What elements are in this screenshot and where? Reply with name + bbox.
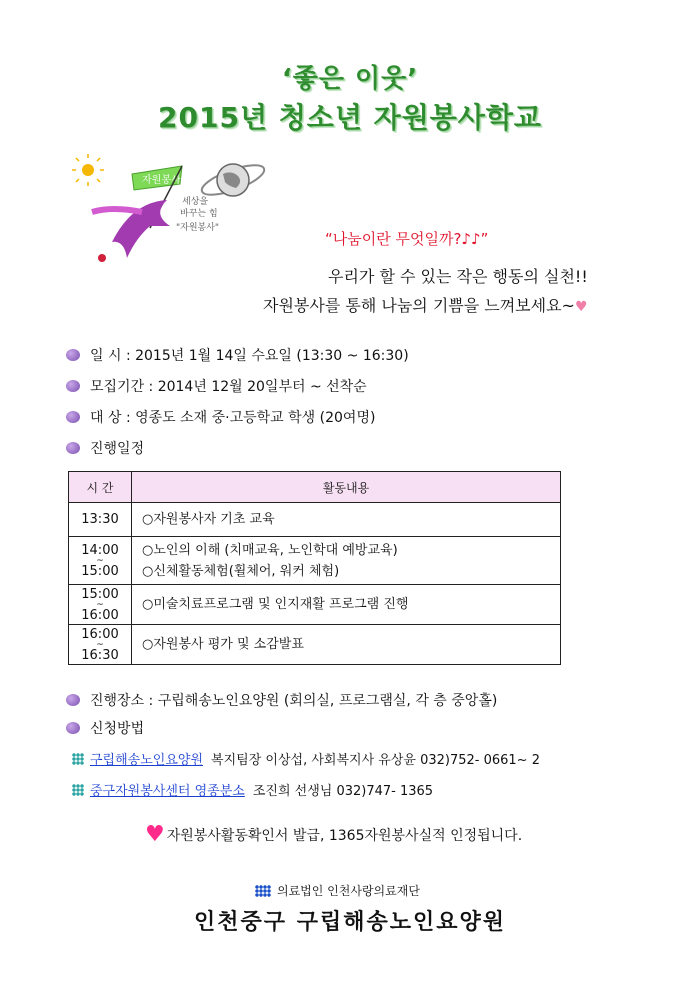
bullet-icon (66, 442, 80, 454)
table-row (69, 585, 561, 625)
title-line1: ‘좋은 이웃’ (281, 64, 419, 94)
time-sep: ~ (96, 555, 104, 566)
activity-item: ○자원봉사 평가 및 소감발표 (142, 637, 304, 652)
time-sep: ~ (96, 639, 104, 650)
info-date-text: 일 시 : 2015년 1월 14일 수요일 (13:30 ~ 16:30) (90, 348, 409, 364)
time-cell (69, 625, 132, 665)
time-cell (69, 585, 132, 625)
info-target-text: 대 상 : 영종도 소재 중·고등학교 학생 (20여명) (90, 410, 376, 426)
time-sep: ~ (96, 599, 104, 610)
table-row (69, 625, 561, 665)
foundation (255, 882, 420, 899)
activity-item: ○신체활동체험(휠체어, 워커 체험) (142, 563, 340, 579)
contact-2-org-link[interactable]: 중구자원봉사센터 영종분소 (90, 784, 245, 799)
contact-1-detail: 복지팀장 이상섭, 사회복지사 유상윤 032)752- 0661~ 2 (211, 753, 540, 768)
table-header-row (69, 472, 561, 503)
schedule-table (68, 471, 561, 665)
bullet-icon (66, 380, 80, 392)
hospital-name: 인천중구 구립해송노인요양원 (194, 910, 506, 935)
foundation-text: 의료법인 인천사랑의료재단 (277, 884, 420, 898)
time-start: 13:30 (81, 512, 119, 527)
info-date (66, 345, 409, 365)
heart-icon: ♥ (145, 822, 165, 847)
activity-item: ○미술치료프로그램 및 인지재활 프로그램 진행 (142, 597, 409, 612)
time-start: 16:00 (81, 626, 119, 642)
globe-icon (198, 150, 268, 210)
grid-bullet-icon (72, 753, 84, 765)
grid-logo-icon (255, 885, 271, 897)
bullet-icon (66, 411, 80, 423)
flag-text: 자원봉사 (142, 175, 181, 186)
contact-2 (72, 780, 433, 799)
header-activity: 활동내용 (132, 472, 561, 503)
time-end: 16:30 (81, 647, 119, 663)
info-schedule-text: 진행일정 (90, 441, 145, 457)
title-line2: 2015년 청소년 자원봉사학교 (158, 101, 542, 134)
time-start: 14:00 (81, 542, 119, 558)
activity-cell (132, 585, 561, 625)
time-end: 15:00 (81, 563, 119, 579)
time-end: 16:00 (81, 607, 119, 623)
slogan-line2 (263, 293, 588, 316)
info-apply (66, 718, 144, 738)
info-recruit-text: 모집기간 : 2014년 12월 20일부터 ~ 선착순 (90, 379, 367, 395)
slogan-line1: 우리가 할 수 있는 작은 행동의 실천!! (328, 267, 588, 286)
contact-1-org-link[interactable]: 구립해송노인요양원 (90, 753, 204, 768)
info-apply-text: 신청방법 (90, 721, 145, 737)
activity-cell (132, 537, 561, 585)
activity-cell (132, 503, 561, 537)
activity-item: ○노인의 이해 (치매교육, 노인학대 예방교육) (142, 542, 398, 558)
heart-icon: ♥ (574, 299, 588, 315)
bullet-icon (66, 722, 80, 734)
bullet-icon (66, 349, 80, 361)
table-row (69, 503, 561, 537)
activity-item: ○자원봉사자 기초 교육 (142, 512, 275, 527)
tagline-2: 바꾸는 힘 (180, 209, 218, 219)
contact-1 (72, 749, 540, 768)
question-text: “나눔이란 무엇일까?♪♪” (325, 230, 489, 248)
time-cell (69, 537, 132, 585)
bullet-icon (66, 694, 80, 706)
table-row (69, 537, 561, 585)
notice (145, 822, 522, 847)
info-recruit (66, 376, 367, 396)
tagline-3: "자원봉사" (176, 223, 220, 233)
contact-2-detail: 조진희 선생님 032)747- 1365 (252, 784, 434, 799)
header-time: 시 간 (69, 472, 132, 503)
time-start: 15:00 (81, 586, 119, 602)
notice-text: 자원봉사활동확인서 발급, 1365자원봉사실적 인정됩니다. (166, 827, 523, 844)
info-target (66, 407, 375, 427)
info-place (66, 690, 497, 710)
slogan-line2-text: 자원봉사를 통해 나눔의 기쁨을 느껴보세요~ (263, 296, 575, 315)
info-place-text: 진행장소 : 구립해송노인요양원 (회의실, 프로그램실, 각 층 중앙홀) (90, 693, 498, 709)
info-schedule (66, 438, 144, 458)
time-cell (69, 503, 132, 537)
sun-icon (72, 154, 104, 186)
activity-cell (132, 625, 561, 665)
tagline-1: 세상을 (182, 197, 209, 207)
grid-bullet-icon (72, 784, 84, 796)
